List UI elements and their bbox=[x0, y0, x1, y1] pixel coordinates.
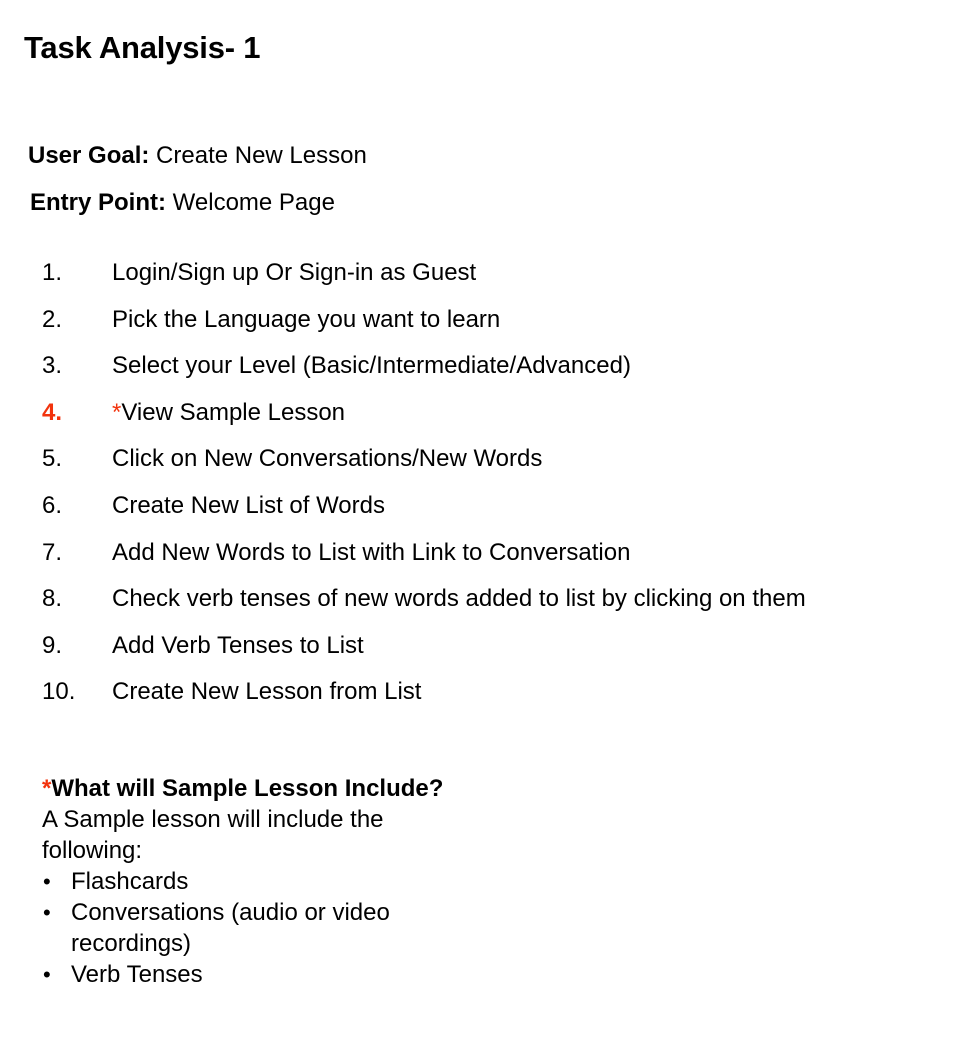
user-goal-label: User Goal: bbox=[28, 142, 150, 169]
step-text: Pick the Language you want to learn bbox=[112, 305, 501, 333]
step-text: Create New List of Words bbox=[112, 491, 385, 519]
list-item-text: Verb Tenses bbox=[71, 961, 203, 988]
note-body: A Sample lesson will include the following: bbox=[42, 806, 384, 864]
step-text: Check verb tenses of new words added to list by clicking on them bbox=[112, 585, 806, 613]
step-number: 6. bbox=[42, 491, 63, 519]
note-heading-text: What will Sample Lesson Include? bbox=[51, 775, 444, 802]
asterisk-marker: * bbox=[42, 775, 52, 802]
sample-lesson-note bbox=[42, 773, 482, 990]
list-item bbox=[42, 897, 482, 959]
step-number: 3. bbox=[42, 352, 63, 380]
list-item bbox=[42, 866, 482, 897]
step-number: 2. bbox=[42, 305, 63, 333]
document-title: Task Analysis- 1 bbox=[24, 30, 261, 65]
step-number: 1. bbox=[42, 259, 63, 286]
entry-point-value: Welcome Page bbox=[172, 189, 335, 216]
step-text-wrap bbox=[112, 396, 345, 430]
step-number: 4. bbox=[42, 398, 63, 426]
step-text: Add Verb Tenses to List bbox=[112, 631, 364, 659]
step-number: 10. bbox=[42, 678, 76, 706]
list-item-text: Flashcards bbox=[71, 868, 189, 895]
step-text: Add New Words to List with Link to Conversation bbox=[112, 538, 631, 566]
step-text: View Sample Lesson bbox=[121, 398, 346, 426]
step-text: Select your Level (Basic/Intermediate/Advanced) bbox=[112, 352, 631, 380]
step-text: Login/Sign up Or Sign-in as Guest bbox=[112, 259, 477, 286]
bullet-icon: • bbox=[43, 962, 51, 987]
entry-point-line bbox=[30, 188, 335, 218]
step-text: Create New Lesson from List bbox=[112, 678, 422, 706]
step-text: Click on New Conversations/New Words bbox=[112, 445, 543, 473]
asterisk-marker: * bbox=[112, 398, 122, 426]
list-item bbox=[42, 959, 482, 990]
bullet-icon: • bbox=[43, 869, 51, 894]
step-number: 9. bbox=[42, 631, 63, 659]
user-goal-line bbox=[28, 141, 367, 171]
sample-lesson-items bbox=[42, 866, 482, 990]
note-heading bbox=[42, 773, 482, 804]
list-item-text: Conversations (audio or video recordings) bbox=[71, 899, 390, 957]
bullet-icon: • bbox=[43, 900, 51, 925]
step-number: 8. bbox=[42, 585, 63, 613]
user-goal-value: Create New Lesson bbox=[156, 142, 367, 169]
step-number: 5. bbox=[42, 445, 63, 473]
entry-point-label: Entry Point: bbox=[30, 189, 166, 216]
step-number: 7. bbox=[42, 538, 63, 566]
